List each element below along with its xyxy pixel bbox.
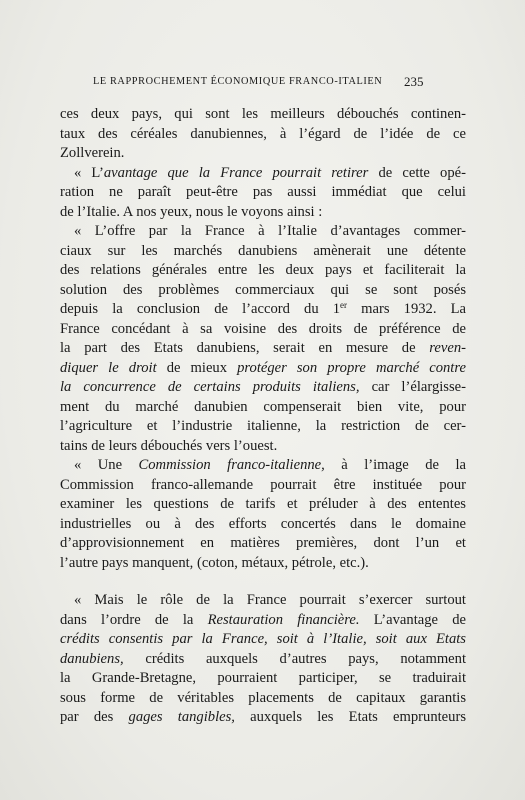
text-line: tains de leurs débouchés vers l’ouest. [60,437,278,454]
text-run: dans l’ordre de la [60,611,208,628]
text-line: industrielles ou à des efforts concertés dans le domaine [60,515,466,532]
text-line: Commission franco-allemande pourrait être instituée pour [60,476,466,493]
italic-phrase: Commission franco-italienne, [138,457,325,473]
text-line [60,359,466,379]
text-line [60,611,466,631]
italic-phrase: la concurrence de certains produits italiens, [60,379,360,395]
text-run: crédits auxquels d’autres pays, notamment [123,650,466,667]
text-line [60,708,466,728]
text-run: L’avantage de [359,611,466,628]
text-run: par des [60,709,129,725]
text-line [60,630,466,650]
italic-phrase: crédits consentis par la France, soit à l’Italie, soit aux Etats [60,631,466,647]
text-run: car l’élargisse- [359,379,466,395]
text-run: « Une [74,457,139,473]
text-run: à l’image de la [324,457,466,473]
text-run: la part des Etats danubiens, serait en mesure de [60,340,430,356]
text-run: depuis la conclusion de l’accord du 1 [60,301,341,317]
body-text [60,105,466,728]
text-line [60,339,466,359]
text-run: de cette opé- [368,164,466,181]
italic-phrase: avantage que la France pourrait retirer [103,164,369,181]
text-line: des relations générales entre les deux pays et faciliterait la [60,262,466,278]
text-line: ment du marché danubien compenserait bien vite, pour [60,398,466,415]
text-line: « Mais le rôle de la France pourrait s’exercer surtout [74,592,466,608]
text-line: ces deux pays, qui sont les meilleurs débouchés continen- [60,106,466,122]
text-line: de l’Italie. A nos yeux, nous le voyons ainsi : [60,203,323,220]
superscript: er [340,300,348,310]
paragraph-gap [60,573,466,591]
text-line: d’approvisionnement en matières premières, dont l’un et [60,535,466,551]
text-line: l’autre pays manquent, (coton, métaux, pétrole, etc.). [60,554,369,571]
text-line: l’agriculture et l’industrie italienne, la restriction de cer- [60,418,466,434]
text-run: de mieux [156,359,238,376]
text-line [60,378,466,398]
italic-phrase: protéger son propre marché contre [237,359,466,376]
text-line: la Grande-Bretagne, pourraient participer, se traduirait [60,670,466,686]
text-line: ciaux sur les marchés danubiens amènerait une détente [60,242,466,259]
text-line: « L’offre par la France à l’Italie d’avantages commer- [74,223,466,239]
text-line: examiner les questions de tarifs et préluder à des ententes [60,496,466,512]
text-line [60,456,466,476]
text-run: auxquels les Etats emprunteurs [234,709,466,725]
italic-phrase: reven- [429,340,466,356]
italic-phrase: Restauration financière. [207,611,360,628]
text-line [60,300,466,320]
text-run: mars 1932. La [347,301,466,317]
page-number: 235 [404,74,424,89]
text-line: taux des céréales danubiennes, à l’égard de l’idée de ce [60,125,466,142]
italic-phrase: gages tangibles, [128,709,235,725]
text-line: solution des problèmes commerciaux qui se sont posés [60,281,466,298]
text-line: sous forme de véritables placements de capitaux garantis [60,689,466,706]
italic-phrase: danubiens, [60,650,124,667]
text-line [60,650,466,670]
text-line: Zollverein. [60,145,125,161]
italic-phrase: diquer le droit [60,359,157,376]
text-run: « L’ [74,164,104,181]
text-line: ration ne paraît peut-être pas aussi immédiat que celui [60,184,466,200]
text-line: France concédant à sa voisine des droits de préférence de [60,320,466,337]
running-header: LE RAPPROCHEMENT ÉCONOMIQUE FRANCO-ITALIEN [93,76,383,87]
text-line [60,164,466,184]
